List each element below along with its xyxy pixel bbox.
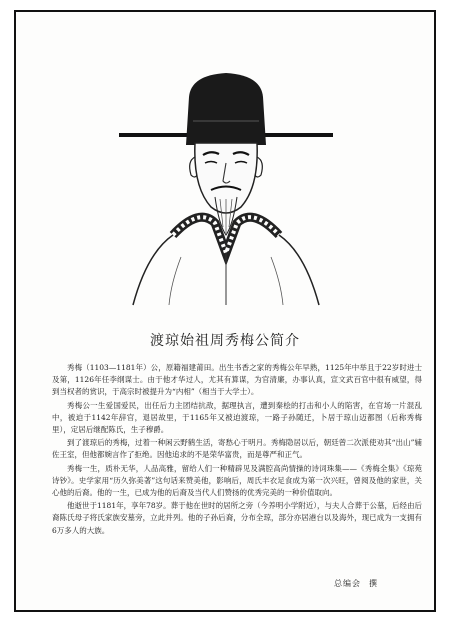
ancestor-portrait	[111, 57, 341, 307]
paragraph: 到了渡琼后的秀梅，过着一种闲云野鹤生活，寄愁心于明月。秀梅隐居以后，朝廷曾二次派使劝其“出山”辅佐王室，但他都婉言作了拒绝。因他追求的不是荣华富贵，而是尊严和正气。	[52, 438, 422, 460]
signature	[334, 578, 378, 589]
paragraph: 秀梅（1103—1181年）公，原籍福建莆田。出生书香之家的秀梅公年早熟，1125年中举且于22岁时进士及第，1126年任李纲谋士。由于他才华过人，尤其有算谋，为官清廉，办事认真，宣文武百官中很有威望，得到当权者的赏识，于高宗时被提升为“内相”（相当于大学士）。	[52, 363, 422, 397]
paragraph: 他逝世于1181年，享年78岁。葬于他在世时的居所之旁（今养明小学附近），与夫人合葬于公墓，后经由后裔陈氏母子将氏家族安墓旁，立此并列。他的子孙后裔，分布全琼，部分亦居港台以及海外，现已成为一支拥有6万多人的大族。	[52, 501, 422, 535]
article-body	[52, 362, 422, 538]
signature-suffix: 撰	[369, 579, 378, 588]
paragraph: 秀梅一生，质朴无华，人品高雅，留给人们一种精辟见及满腔高尚情操的诗词珠集——《秀梅全集》《琼苑诗钞》。史学家用“历久弥美著”这句话来赞美他，影响后，周氏丰衣足食成为第一次兴旺，曾阅及他的家世，关心他的后裔。他的一生，已成为他的后裔及当代人们赞扬的优秀完美的一种价值取向。	[52, 463, 422, 498]
article-title: 渡琼始祖周秀梅公简介	[150, 333, 300, 349]
page-frame	[14, 10, 436, 612]
paragraph: 秀梅公一生爱国爱民，出任后力主团结抗敌，据理执言，遭到秦桧的打击和小人的陷害，在官场一片混乱中，被迫于1142年辞官，退居故里，于1165年又被迫渡琼，一路子孙随迁，卜居于琼山迈都图（后称秀梅里），定居后继配陈氏，生子穆爵。	[52, 400, 422, 435]
signature-author: 总编会	[334, 579, 361, 588]
